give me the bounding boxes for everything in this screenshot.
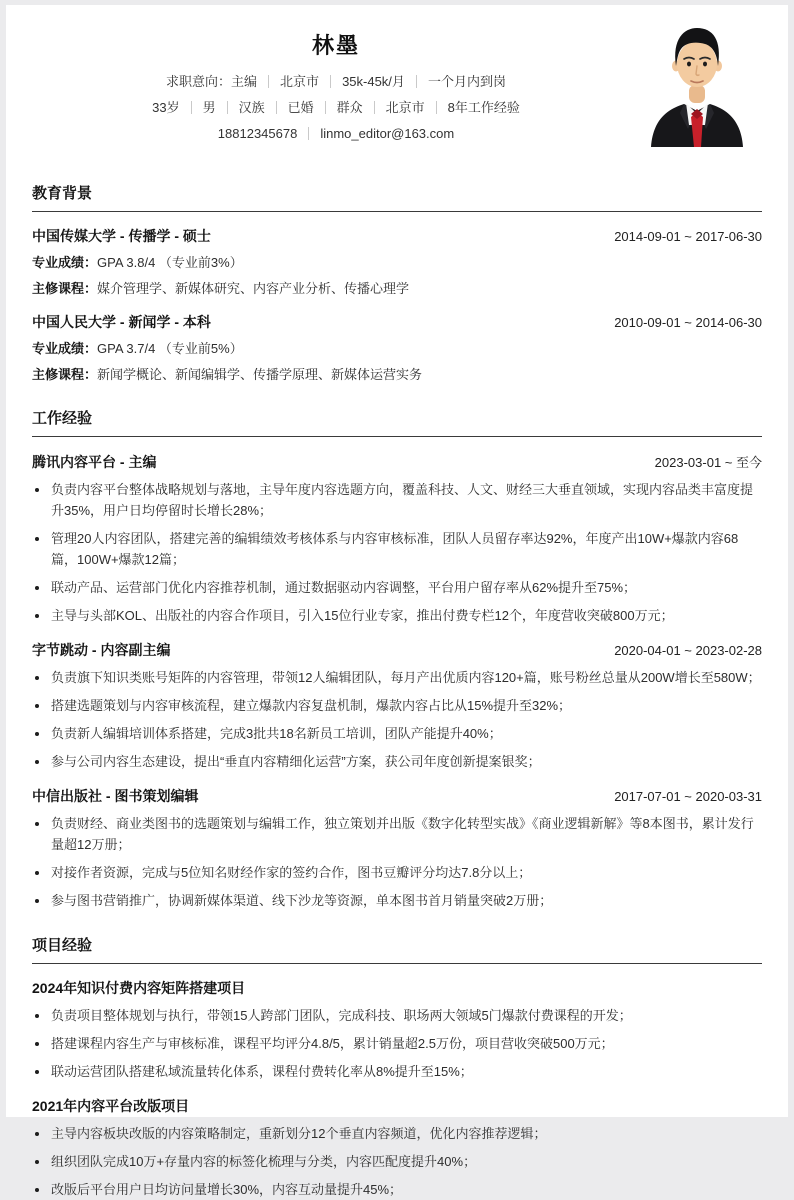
separator bbox=[191, 101, 192, 114]
bullet-item bbox=[32, 723, 762, 744]
job-intent-line bbox=[32, 69, 640, 95]
bullet-item bbox=[32, 479, 762, 521]
info-item: 男 bbox=[202, 100, 216, 115]
section-education bbox=[32, 182, 762, 384]
project-entry bbox=[32, 1097, 762, 1200]
bullet-icon bbox=[35, 537, 39, 541]
courses-value: 新闻学概论、新闻编辑学、传播学原理、新媒体运营实务 bbox=[97, 367, 423, 382]
bullet-item bbox=[32, 751, 762, 772]
section-title-work: 工作经验 bbox=[32, 407, 762, 437]
bullet-text: 联动产品、运营部门优化内容推荐机制，通过数据驱动内容调整，平台用户留存率从62%提升至75%； bbox=[51, 580, 637, 595]
section-title-education: 教育背景 bbox=[32, 182, 762, 212]
separator bbox=[227, 101, 228, 114]
gpa-value: GPA 3.7/4 （专业前5%） bbox=[97, 341, 243, 356]
bullet-text: 组织团队完成10万+存量内容的标签化梳理与分类，内容匹配度提升40%； bbox=[51, 1154, 477, 1169]
bullet-icon bbox=[35, 676, 39, 680]
bullet-text: 联动运营团队搭建私域流量转化体系，课程付费转化率从8%提升至15%； bbox=[51, 1064, 473, 1079]
avatar-icon bbox=[638, 17, 756, 147]
gpa-label: 专业成绩： bbox=[32, 341, 98, 356]
project-title: 2021年内容平台改版项目 bbox=[32, 1098, 190, 1114]
separator bbox=[308, 127, 309, 140]
intent-item: 35k-45k/月 bbox=[342, 74, 405, 89]
separator bbox=[268, 75, 269, 88]
bullet-icon bbox=[35, 871, 39, 875]
school-degree-title: 中国传媒大学 - 传播学 - 硕士 bbox=[32, 228, 211, 244]
entry-head bbox=[32, 227, 762, 246]
bullet-item bbox=[32, 528, 762, 570]
bullet-text: 对接作者资源，完成与5位知名财经作家的签约合作，图书豆瓣评分均达7.8分以上； bbox=[51, 865, 532, 880]
bullet-icon bbox=[35, 586, 39, 590]
date-range: 2014-09-01 ~ 2017-06-30 bbox=[614, 229, 762, 244]
bullet-icon bbox=[35, 899, 39, 903]
courses-label: 主修课程： bbox=[32, 367, 98, 382]
bullet-text: 主导内容板块改版的内容策略制定，重新划分12个垂直内容频道，优化内容推荐逻辑； bbox=[51, 1126, 547, 1141]
entry-head bbox=[32, 787, 762, 806]
entry-head bbox=[32, 641, 762, 660]
intent-item: 一个月内到岗 bbox=[427, 74, 506, 89]
company-role-title: 腾讯内容平台 - 主编 bbox=[32, 454, 157, 470]
bullet-text: 参与公司内容生态建设，提出“垂直内容精细化运营”方案，获公司年度创新提案银奖； bbox=[51, 754, 541, 769]
bullet-text: 搭建选题策划与内容审核流程，建立爆款内容复盘机制，爆款内容占比从15%提升至32%； bbox=[51, 698, 572, 713]
courses-line bbox=[32, 280, 762, 298]
bullet-item bbox=[32, 1179, 762, 1200]
section-title-projects: 项目经验 bbox=[32, 934, 762, 964]
info-item: 已婚 bbox=[287, 100, 314, 115]
bullet-text: 改版后平台用户日均访问量增长30%，内容互动量提升45%； bbox=[51, 1182, 403, 1197]
entry-head bbox=[32, 452, 762, 472]
bullet-text: 搭建课程内容生产与审核标准，课程平均评分4.8/5，累计销量超2.5万份，项目营收突破500万元； bbox=[51, 1036, 614, 1051]
bullet-icon bbox=[35, 732, 39, 736]
date-range: 2010-09-01 ~ 2014-06-30 bbox=[614, 315, 762, 330]
project-entry bbox=[32, 979, 762, 1082]
bullet-item bbox=[32, 813, 762, 855]
bullet-text: 主导与头部KOL、出版社的内容合作项目，引入15位行业专家，推出付费专栏12个，年度营收突破800万元； bbox=[51, 608, 674, 623]
bullet-item bbox=[32, 605, 762, 626]
profile-photo bbox=[638, 17, 756, 147]
gpa-label: 专业成绩： bbox=[32, 255, 98, 270]
separator bbox=[374, 101, 375, 114]
bullet-item bbox=[32, 1033, 762, 1054]
work-entry bbox=[32, 452, 762, 626]
resume-page bbox=[6, 5, 788, 1197]
email-address: linmo_editor@163.com bbox=[320, 126, 455, 141]
bullet-item bbox=[32, 862, 762, 883]
section-work bbox=[32, 407, 762, 911]
gpa-line bbox=[32, 340, 762, 358]
section-projects bbox=[32, 934, 762, 1200]
bullet-item bbox=[32, 1151, 762, 1172]
bullet-text: 参与图书营销推广，协调新媒体渠道、线下沙龙等资源，单本图书首月销量突破2万册； bbox=[51, 893, 553, 908]
bullet-item bbox=[32, 1061, 762, 1082]
school-degree-title: 中国人民大学 - 新闻学 - 本科 bbox=[32, 314, 211, 330]
entry-head bbox=[32, 979, 762, 998]
project-title: 2024年知识付费内容矩阵搭建项目 bbox=[32, 980, 246, 996]
bullet-icon bbox=[35, 760, 39, 764]
entry-head bbox=[32, 313, 762, 332]
info-item: 33岁 bbox=[152, 100, 180, 115]
entry-head bbox=[32, 1097, 762, 1116]
bullet-icon bbox=[35, 614, 39, 618]
date-range: 2020-04-01 ~ 2023-02-28 bbox=[614, 643, 762, 658]
info-item: 北京市 bbox=[385, 100, 425, 115]
company-role-title: 中信出版社 - 图书策划编辑 bbox=[32, 788, 199, 804]
bullet-icon bbox=[35, 1132, 39, 1136]
bullet-text: 负责新人编辑培训体系搭建，完成3批共18名新员工培训，团队产能提升40%； bbox=[51, 726, 502, 741]
bullet-item bbox=[32, 890, 762, 911]
bullet-icon bbox=[35, 1014, 39, 1018]
info-item: 群众 bbox=[336, 100, 363, 115]
separator bbox=[330, 75, 331, 88]
separator bbox=[416, 75, 417, 88]
separator bbox=[436, 101, 437, 114]
bullet-item bbox=[32, 667, 762, 688]
header-text-block bbox=[32, 27, 640, 147]
courses-value: 媒介管理学、新媒体研究、内容产业分析、传播心理学 bbox=[97, 281, 410, 296]
gpa-value: GPA 3.8/4 （专业前3%） bbox=[97, 255, 243, 270]
work-entry bbox=[32, 641, 762, 772]
bullet-item bbox=[32, 1123, 762, 1144]
info-item: 8年工作经验 bbox=[447, 100, 520, 115]
personal-info-line bbox=[32, 95, 640, 121]
bullet-icon bbox=[35, 1188, 39, 1192]
bullet-item bbox=[32, 577, 762, 598]
education-entry bbox=[32, 313, 762, 384]
bullet-icon bbox=[35, 822, 39, 826]
bullet-item bbox=[32, 1005, 762, 1026]
contact-line bbox=[32, 121, 640, 147]
resume-header bbox=[32, 27, 762, 159]
bullet-icon bbox=[35, 1160, 39, 1164]
candidate-name: 林墨 bbox=[311, 33, 360, 58]
bullet-icon bbox=[35, 704, 39, 708]
intent-item: 求职意向：主编 bbox=[166, 74, 258, 89]
gpa-line bbox=[32, 254, 762, 272]
separator bbox=[325, 101, 326, 114]
bullet-text: 管理20人内容团队，搭建完善的编辑绩效考核体系与内容审核标准，团队人员留存率达92%，年度产出10W+爆款内容68篇，100W+爆款12篇； bbox=[51, 531, 739, 567]
date-range: 2017-07-01 ~ 2020-03-31 bbox=[614, 789, 762, 804]
intent-item: 北京市 bbox=[280, 74, 320, 89]
bullet-icon bbox=[35, 1070, 39, 1074]
company-role-title: 字节跳动 - 内容副主编 bbox=[32, 642, 171, 658]
bullet-icon bbox=[35, 1042, 39, 1046]
phone-number: 18812345678 bbox=[217, 126, 298, 141]
education-entry bbox=[32, 227, 762, 298]
work-entry bbox=[32, 787, 762, 911]
bullet-text: 负责项目整体规划与执行，带领15人跨部门团队，完成科技、职场两大领域5门爆款付费课程的开发； bbox=[51, 1008, 632, 1023]
info-item: 汉族 bbox=[238, 100, 265, 115]
bullet-text: 负责旗下知识类账号矩阵的内容管理，带领12人编辑团队，每月产出优质内容120+篇，账号粉丝总量从200W增长至580W； bbox=[51, 670, 761, 685]
courses-line bbox=[32, 366, 762, 384]
separator bbox=[276, 101, 277, 114]
bullet-item bbox=[32, 695, 762, 716]
courses-label: 主修课程： bbox=[32, 281, 98, 296]
date-range: 2023-03-01 ~ 至今 bbox=[654, 455, 762, 470]
bullet-text: 负责财经、商业类图书的选题策划与编辑工作，独立策划并出版《数字化转型实战》《商业逻辑新解》等8本图书，累计发行量超12万册； bbox=[51, 816, 754, 852]
bullet-icon bbox=[35, 488, 39, 492]
bullet-text: 负责内容平台整体战略规划与落地，主导年度内容选题方向，覆盖科技、人文、财经三大垂直领域，实现内容品类丰富度提升35%，用户日均停留时长增长28%； bbox=[51, 482, 754, 518]
